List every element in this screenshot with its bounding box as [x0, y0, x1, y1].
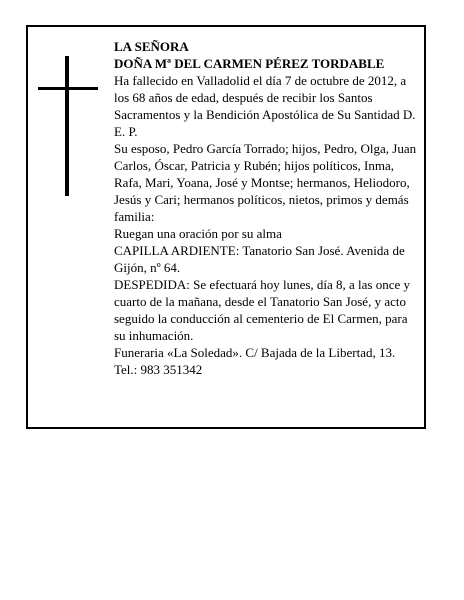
prayer-request: Ruegan una oración por su alma: [114, 226, 282, 241]
phone-number: Tel.: 983 351342: [114, 362, 203, 377]
cross-horizontal-bar: [38, 87, 98, 90]
family-list: Su esposo, Pedro García Torrado; hijos, Pedro, Olga, Juan Carlos, Óscar, Patricia y Rubén; hijos políticos, Inma, Rafa, Mari, Yoana, José y Montse; hermanos, Heliodoro, Jesús y Cari; hermanos políticos, nietos, primos y demás familia:: [114, 141, 417, 224]
farewell-info: DESPEDIDA: Se efectuará hoy lunes, día 8, a las once y cuarto de la mañana, desde el Tanatorio San José, y acto seguido la conducción al cementerio de El Carmen, para su inhumación.: [114, 277, 411, 343]
heading-title: LA SEÑORA: [114, 39, 189, 54]
cross-icon: [38, 56, 98, 196]
cross-vertical-bar: [65, 56, 69, 196]
obituary-text: [114, 38, 420, 378]
death-info: Ha fallecido en Valladolid el día 7 de octubre de 2012, a los 68 años de edad, después de recibir los Santos Sacramentos y la Bendición Apostólica de Su Santidad D. E. P.: [114, 73, 416, 139]
funeral-home: Funeraria «La Soledad». C/ Bajada de la Libertad, 13.: [114, 345, 396, 360]
deceased-name: DOÑA Mª DEL CARMEN PÉREZ TORDABLE: [114, 56, 385, 71]
chapel-info: CAPILLA ARDIENTE: Tanatorio San José. Avenida de Gijón, nº 64.: [114, 243, 405, 275]
